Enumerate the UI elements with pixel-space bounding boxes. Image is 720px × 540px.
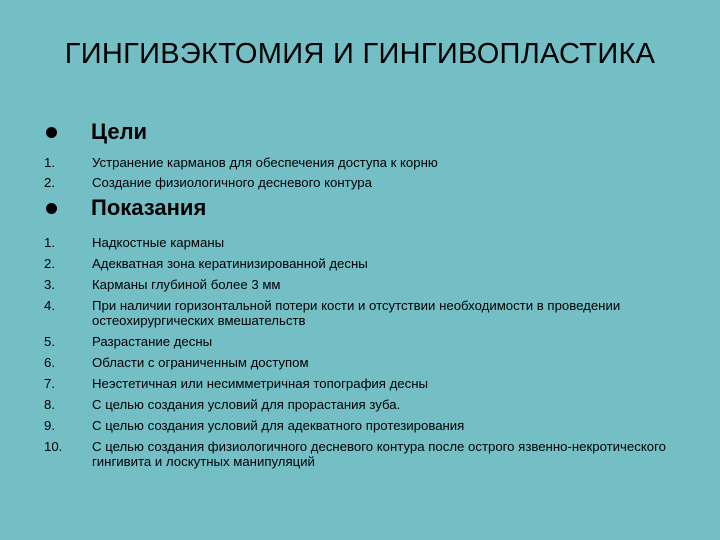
item-text: Устранение карманов для обеспечения доступа к корню: [92, 155, 438, 170]
list-item: [44, 256, 684, 271]
indications-heading: Показания: [91, 195, 207, 220]
list-item: [44, 334, 684, 349]
list-item: [44, 298, 684, 328]
item-text: Разрастание десны: [92, 334, 213, 349]
list-item: [44, 155, 684, 170]
item-number: 3.: [44, 277, 55, 292]
item-text: Неэстетичная или несимметричная топография десны: [92, 376, 428, 391]
goals-section: [44, 117, 684, 195]
list-item: [44, 439, 684, 469]
item-number: 6.: [44, 355, 55, 370]
indications-list: [44, 235, 684, 469]
item-number: 5.: [44, 334, 55, 349]
list-item: [44, 355, 684, 370]
item-number: 8.: [44, 397, 55, 412]
item-text: Создание физиологичного десневого контура: [92, 175, 372, 190]
list-item: [44, 277, 684, 292]
indications-heading-row: [44, 193, 684, 223]
item-number: 9.: [44, 418, 55, 433]
item-text: При наличии горизонтальной потери кости и отсутствии необходимости в проведении остеохирургических вмешательств: [92, 298, 621, 328]
item-text: С целью создания физиологичного десневого контура после острого язвенно-некротического гингивита и лоскутных манипуляций: [92, 439, 666, 469]
slide-title: ГИНГИВЭКТОМИЯ И ГИНГИВОПЛАСТИКА: [64, 38, 656, 70]
goals-heading-row: [44, 117, 684, 147]
bullet-icon: [46, 127, 57, 138]
bullet-icon: [46, 203, 57, 214]
list-item: [44, 175, 684, 190]
item-number: 2.: [44, 175, 55, 190]
goals-list: [44, 155, 684, 190]
indications-section: [44, 193, 684, 475]
item-number: 1.: [44, 155, 55, 170]
item-number: 10.: [44, 439, 63, 454]
goals-heading: Цели: [91, 119, 148, 144]
item-number: 7.: [44, 376, 55, 391]
list-item: [44, 418, 684, 433]
list-item: [44, 397, 684, 412]
item-text: С целью создания условий для адекватного протезирования: [92, 418, 465, 433]
list-item: [44, 376, 684, 391]
item-number: 2.: [44, 256, 55, 271]
item-text: Карманы глубиной более 3 мм: [92, 277, 281, 292]
item-number: 4.: [44, 298, 55, 313]
item-text: Адекватная зона кератинизированной десны: [92, 256, 368, 271]
item-text: С целью создания условий для прорастания зуба.: [92, 397, 401, 412]
list-item: [44, 235, 684, 250]
item-number: 1.: [44, 235, 55, 250]
item-text: Области с ограниченным доступом: [92, 355, 309, 370]
item-text: Надкостные карманы: [92, 235, 225, 250]
